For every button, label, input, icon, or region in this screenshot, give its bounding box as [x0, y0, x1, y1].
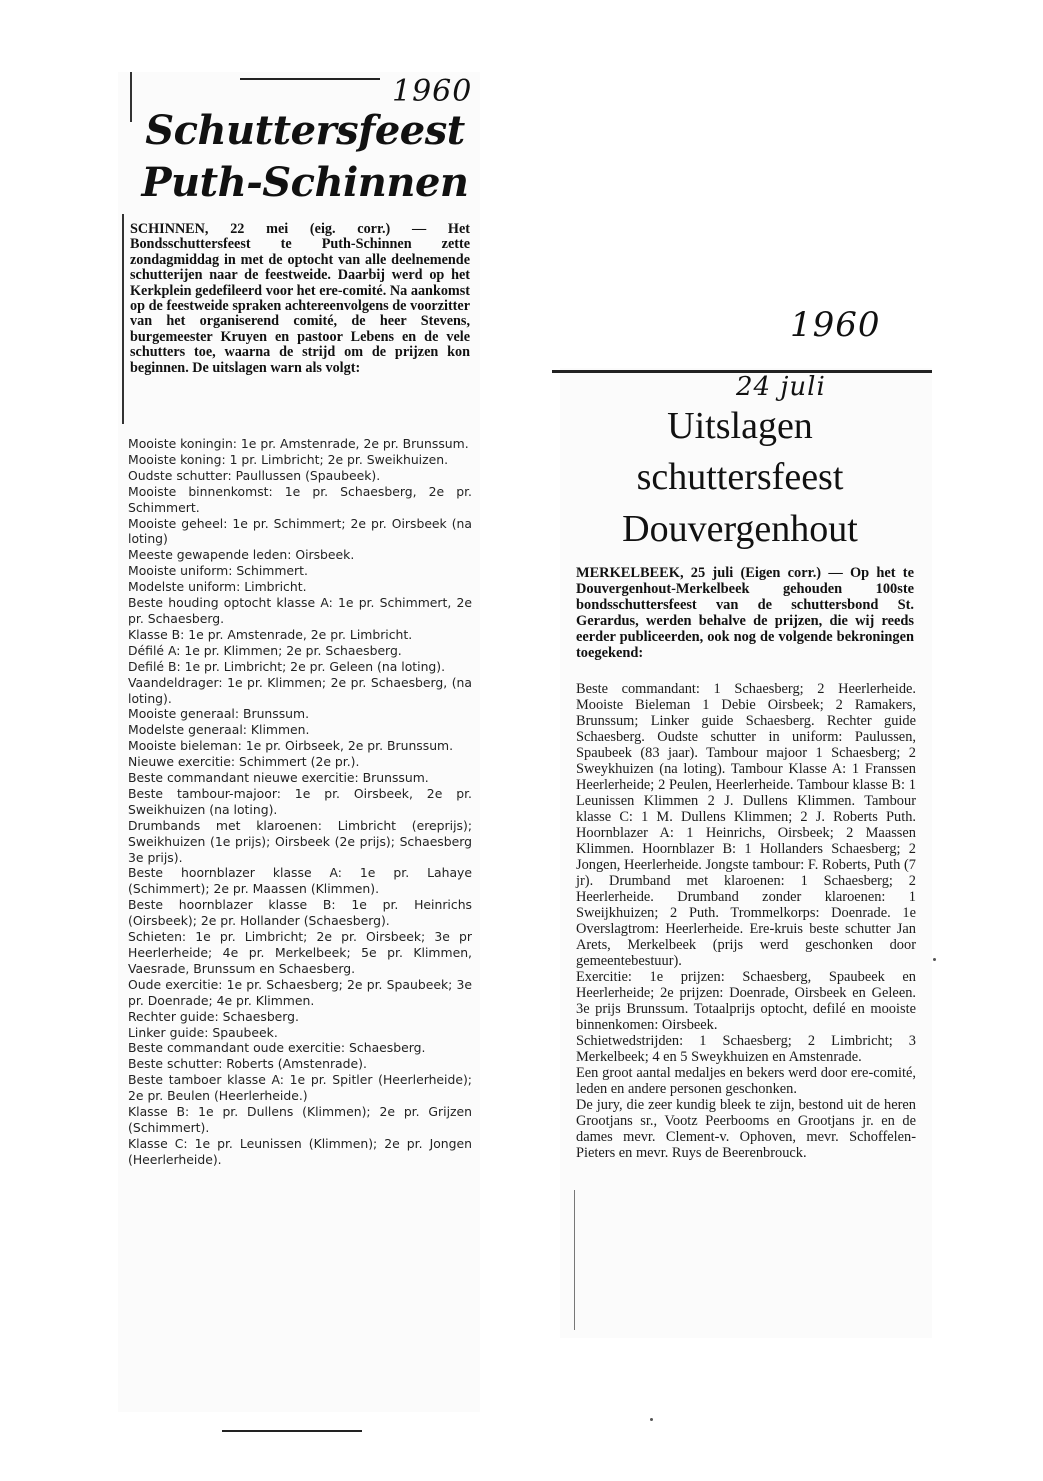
right-results-body: [576, 681, 916, 1161]
right-lead-paragraph: MERKELBEEK, 25 juli (Eigen corr.) — Op het te Douvergenhout-Merkelbeek gehouden 100ste bondsschuttersfeest van de schuttersbond St. Gerardus, werden behalve de prijzen, die wij reeds eerder publiceerden, ook nog de volgende bekroningen toegekend:: [576, 565, 914, 661]
left-handwritten-year: 1960: [392, 74, 473, 109]
result-entry: Mooiste geheel: 1e pr. Schimmert; 2e pr. Oirsbeek (na loting): [128, 515, 472, 547]
result-paragraph: Schietwedstrijden: 1 Schaesberg; 2 Limbricht; 3 Merkelbeek; 4 en 5 Sweykhuizen en Amstenrade.: [576, 1033, 916, 1065]
result-entry: Mooiste bieleman: 1e pr. Oirbseek, 2e pr. Brunssum.: [128, 738, 454, 754]
result-paragraph: Beste commandant: 1 Schaesberg; 2 Heerlerheide. Mooiste Bieleman 1 Debie Oirsbeek; 2 Ramakers, Brunssum; Linker guide Schaesberg. Rechter guide Schaesberg. Oudste schutter in uniform: Paulussen, Spaubeek (83 jaar). Tambour majoor 1 Schaesberg; 2 Sweykhuizen (na loting). Tambour Klasse A: 1 Franssen Heerlerheide; 2 Peulen, Heerlerheide. Tambour klasse B: 1 Leunissen Klimmen 2 J. Dullens Klimmen. Tambour klasse C: 1 M. Dullens Klimmen; 2 J. Roberts Puth. Hoornblazer A: 1 Heinrichs, Oirsbeek; 2 Maassen Klimmen. Hoornblazer B: 1 Hollanders Schaesberg; 2 Jongen, Heerlerheide. Jongste tambour: F. Roberts, Puth (7 jr). Drumband met klaroenen: 1 Schaesberg; 2 Heerlerheide. Drumband zonder klaroenen: 1 Sweijkhuizen; 2 Puth. Trommelkorps: Doenrade. 1e Overslagtrom: Heerlerheide. Ere-kruis beste schutter Jan Arets, Merkelbeek (prijs werd geschonken door gemeentebestuur).: [576, 681, 916, 969]
stray-pen-mark: [650, 1418, 653, 1421]
result-paragraph: De jury, die zeer kundig bleek te zijn, bestond uit de heren Grootjans sr., Vootz Peerbooms en Grootjans jr. en de dames mevr. Clement-v. Ophoven, mevr. Schoffelen-Pieters en mevr. Ruys de Beerenbrouck.: [576, 1097, 916, 1161]
left-lead-paragraph: SCHINNEN, 22 mei (eig. corr.) — Het Bondsschuttersfeest te Puth-Schinnen zette zondagmiddag in met de optocht van alle deelnemende schutterijen naar de feestweide. Daarbij werd op het Kerkplein gedefileerd voor het ere-comité. Na aankomst op de feestweide spraken achtereenvolgens de voorzitter van het organiserend comité, de heer Stevens, burgemeester Kruyen en pastoor Lebens en de vele schutters toe, waarna de strijd om de prijzen kon beginnen. De uitslagen warn als volgt:: [130, 221, 470, 376]
result-entry: Mooiste generaal: Brunssum.: [128, 706, 310, 722]
result-entry: Défilé A: 1e pr. Klimmen; 2e pr. Schaesberg.: [128, 642, 402, 658]
left-top-rule: [240, 78, 380, 80]
result-entry: Beste tamboer klasse A: 1e pr. Spitler (Heerlerheide); 2e pr. Beulen (Heerlerheide.): [128, 1072, 472, 1104]
result-entry: Mooiste binnenkomst: 1e pr. Schaesberg, 2e pr. Schimmert.: [128, 483, 472, 515]
result-entry: Beste commandant oude exercitie: Schaesberg.: [128, 1040, 426, 1056]
result-paragraph: Een groot aantal medaljes en bekers werd door ere-comité, leden en andere personen geschonken.: [576, 1065, 916, 1097]
result-entry: Beste hoornblazer klasse A: 1e pr. Lahaye (Schimmert); 2e pr. Maassen (Klimmen).: [128, 865, 472, 897]
result-entry: Schieten: 1e pr. Limbricht; 2e pr. Oirsbeek; 3e pr Heerlerheide; 4e pr. Merkelbeek; 5e pr. Klimmen, Vaesrade, Brunssum en Schaesberg.: [128, 929, 472, 976]
left-bottom-rule: [222, 1430, 362, 1432]
result-entry: Vaandeldrager: 1e pr. Klimmen; 2e pr. Schaesberg, (na loting).: [128, 674, 472, 706]
result-entry: Oude exercitie: 1e pr. Schaesberg; 2e pr. Spaubeek; 3e pr. Doenrade; 4e pr. Klimmen.: [128, 976, 472, 1008]
right-handwritten-date: 24 juli: [736, 372, 826, 402]
result-entry: Defilé B: 1e pr. Limbricht; 2e pr. Geleen (na loting).: [128, 658, 446, 674]
result-entry: Modelste generaal: Klimmen.: [128, 722, 310, 738]
result-entry: Mooiste koningin: 1e pr. Amstenrade, 2e pr. Brunssum.: [128, 436, 469, 451]
result-entry: Linker guide: Spaubeek.: [128, 1024, 278, 1040]
left-lead-bar: [122, 214, 124, 424]
result-entry: Beste schutter: Roberts (Amstenrade).: [128, 1056, 367, 1072]
result-entry: Beste houding optocht klasse A: 1e pr. Schimmert, 2e pr. Schaesberg.: [128, 595, 472, 626]
left-headline-line2: Puth-Schinnen: [141, 159, 469, 206]
result-entry: Rechter guide: Schaesberg.: [128, 1008, 299, 1024]
right-headline-line3: Douvergenhout: [622, 508, 858, 550]
result-entry: Klasse B: 1e pr. Dullens (Klimmen); 2e pr. Grijzen (Schimmert).: [128, 1104, 472, 1135]
result-entry: Beste hoornblazer klasse B: 1e pr. Heinrichs (Oirsbeek); 2e pr. Hollander (Schaesberg).: [128, 897, 472, 929]
result-entry: Nieuwe exercitie: Schimmert (2e pr.).: [128, 754, 360, 770]
right-headline-line2: schuttersfeest: [636, 456, 844, 498]
left-results-list: [128, 436, 472, 1168]
result-entry: Klasse C: 1e pr. Leunissen (Klimmen); 2e pr. Jongen (Heerlerheide).: [128, 1135, 472, 1167]
result-entry: Mooiste koning: 1 pr. Limbricht; 2e pr. Sweikhuizen.: [128, 451, 449, 467]
result-entry: Drumbands met klaroenen: Limbricht (ereprijs); Sweikhuizen (1e prijs); Oirsbeek (2e prijs); Schaesberg 3e prijs).: [128, 817, 472, 865]
result-entry: Modelste uniform: Limbricht.: [128, 579, 307, 595]
right-clipping-edge: [574, 1190, 575, 1330]
result-entry: Oudste schutter: Paullussen (Spaubeek).: [128, 467, 381, 483]
result-entry: Mooiste uniform: Schimmert.: [128, 563, 308, 579]
result-paragraph: Exercitie: 1e prijzen: Schaesberg, Spaubeek en Heerlerheide; 2e prijzen: Doenrade, Oirsbeek en Geleen. 3e prijs Brunssum. Totaalprijs optocht, defilé en mooiste binnenkomen: Oirsbeek.: [576, 969, 916, 1033]
result-entry: Meeste gewapende leden: Oirsbeek.: [128, 547, 355, 563]
result-entry: Beste commandant nieuwe exercitie: Brunssum.: [128, 770, 429, 786]
result-entry: Beste tambour-majoor: 1e pr. Oirsbeek, 2e pr. Sweikhuizen (na loting).: [128, 785, 472, 817]
left-headline-line1: Schuttersfeest: [145, 107, 465, 154]
result-entry: Klasse B: 1e pr. Amstenrade, 2e pr. Limbricht.: [128, 626, 413, 642]
stray-pen-mark: [933, 958, 936, 961]
right-headline-line1: Uitslagen: [667, 405, 813, 447]
right-handwritten-year: 1960: [790, 305, 881, 345]
